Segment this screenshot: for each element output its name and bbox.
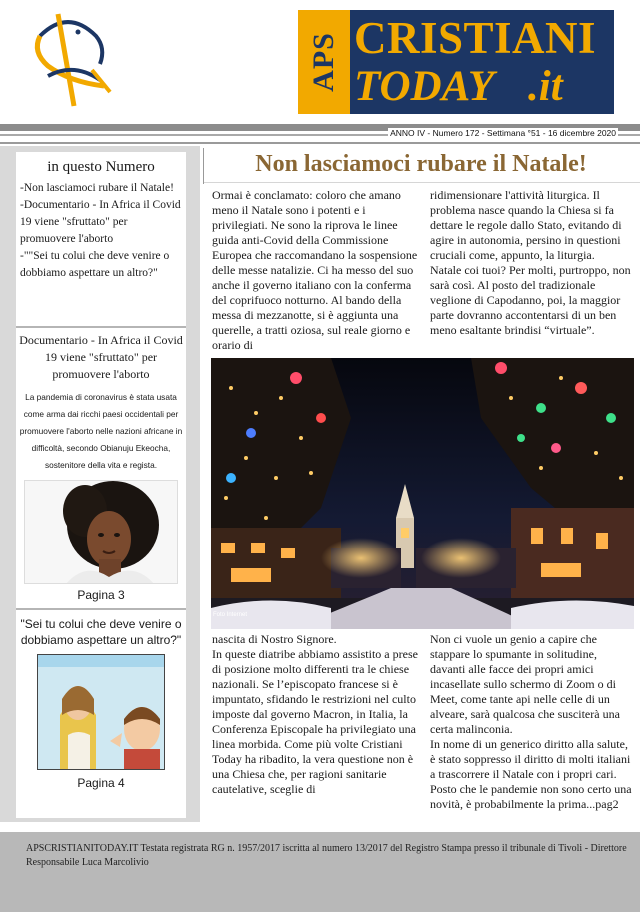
contents-title: in questo Numero [47, 159, 155, 175]
article-column-1-bottom [212, 632, 418, 824]
article-headline: Non lasciamoci rubare il Natale! [255, 151, 587, 177]
masthead-title-suffix: .it [528, 63, 563, 110]
fish-cross-logo-icon [18, 6, 114, 116]
gospel-page-link[interactable]: Pagina 4 [77, 776, 125, 790]
contents-panel [16, 152, 186, 326]
footer [0, 832, 640, 912]
documentary-page-link[interactable]: Pagina 3 [77, 588, 125, 602]
contents-item[interactable]: -Documentario - In Africa il Covid 19 viene "sfruttato" per promuovere l'aborto [20, 199, 181, 245]
headline-divider [204, 182, 640, 183]
article-column-2-top [430, 188, 634, 360]
documentary-title[interactable]: Documentario - In Africa il Covid 19 viene "sfruttato" per promuovere l'aborto [19, 333, 183, 381]
gospel-comic-illustration [37, 654, 165, 770]
gospel-teaser [16, 608, 186, 818]
footer-legal-text: APSCRISTIANITODAY.IT Testata registrata RG n. 1957/2017 iscritta al numero 13/2017 del Registro Stampa presso il tribunale di Tivoli - Direttore Responsabile Luca Marcolivio [26, 843, 627, 868]
gospel-title[interactable]: "Sei tu colui che deve venire o dobbiamo aspettare un altro?" [20, 617, 182, 647]
masthead-header [0, 0, 640, 122]
masthead-title-line2: TODAY [354, 63, 495, 110]
masthead-logo [298, 10, 614, 114]
documentary-summary: La pandemia di coronavirus è stata usata come arma dai ricchi paesi occidentali per promuovere l'aborto nelle nazioni africane in difficoltà, secondo Obianuju Ekeocha, sostenitore della vita e regista. [19, 392, 183, 470]
contents-item[interactable]: -Non lasciamoci rubare il Natale! [20, 182, 174, 194]
documentary-teaser [16, 326, 186, 608]
documentary-photo [24, 480, 178, 584]
article-column-2-bottom-text: Non ci vuole un genio a capire che stappare lo spumante in solitudine, davanti alle facce dei propri amici incasellate sullo schermo di Zoom o di Meet, come tante api nelle celle di un alveare, sarà qualcosa che susciterà una certa malinconia. In nome di un generico diritto alla salute, è stato soppresso il diritto di molti italiani a trascorrere il Natale con i propri cari. Posto che le pandemie non sono certo una novità, è probabilmente la prima...pag2 [430, 632, 632, 811]
issue-divider [0, 142, 640, 144]
article-column-1-top: Ormai è conclamato: coloro che amano meno il Natale sono i potenti e i privilegiati. Ne sono la riprova le linee guida anti-Covid della Commissione Europea che raccomandano la sospensione delle messe natalizie. Ci ha messo del suo anche il governo italiano con la conferma del coprifuoco notturno. Al bando della messa di mezzanotte, si è aggiunta una querelle, a tratti oziosa, sul reale giorno e orario di [212, 188, 418, 352]
article-column-2-bottom [430, 632, 634, 824]
article-column-2-top-text: ridimensionare l'attività liturgica. Il problema nasce quando la Chiesa si fa dettare le regole dallo Stato, evitando di agire in autonomia, persino in questioni cruciali come, appunto, la liturgia. Natale coi tuoi? Per molti, purtroppo, non sarà così. Al posto del tradizionale veglione di Capodanno, poi, la maggior parte dovranno accontentarsi di un ben meno esaltante brindisi “virtuale”. [430, 188, 631, 337]
christmas-street-photo [211, 358, 634, 629]
photo-credit: Foto Internet [213, 612, 248, 618]
aps-label: APS [307, 32, 340, 92]
sidebar [0, 146, 200, 822]
article-column-1-bottom-text: nascita di Nostro Signore. In queste diatribe abbiamo assistito a prese di posizione molto differenti tra le chiese nazionali. Se l’episcopato francese si è impuntato, sfidando le restrizioni nel culto imposte dal governo Macron, in Italia, la Conferenza Episcopale ha privilegiato una linea morbida. Come più volte Cristiani Today ha ribadito, la vera questione non è una Chiesa che, per ragioni sanitarie cautelative, sceglie di [212, 632, 418, 796]
column-divider [203, 148, 204, 184]
masthead-title-line1: CRISTIANI [354, 13, 597, 63]
aps-band [298, 10, 350, 114]
issue-info: ANNO IV - Numero 172 - Settimana °51 - 16 dicembre 2020 [390, 128, 616, 138]
contents-item[interactable]: -""Sei tu colui che deve venire o dobbiamo aspettare un altro?" [20, 250, 170, 279]
